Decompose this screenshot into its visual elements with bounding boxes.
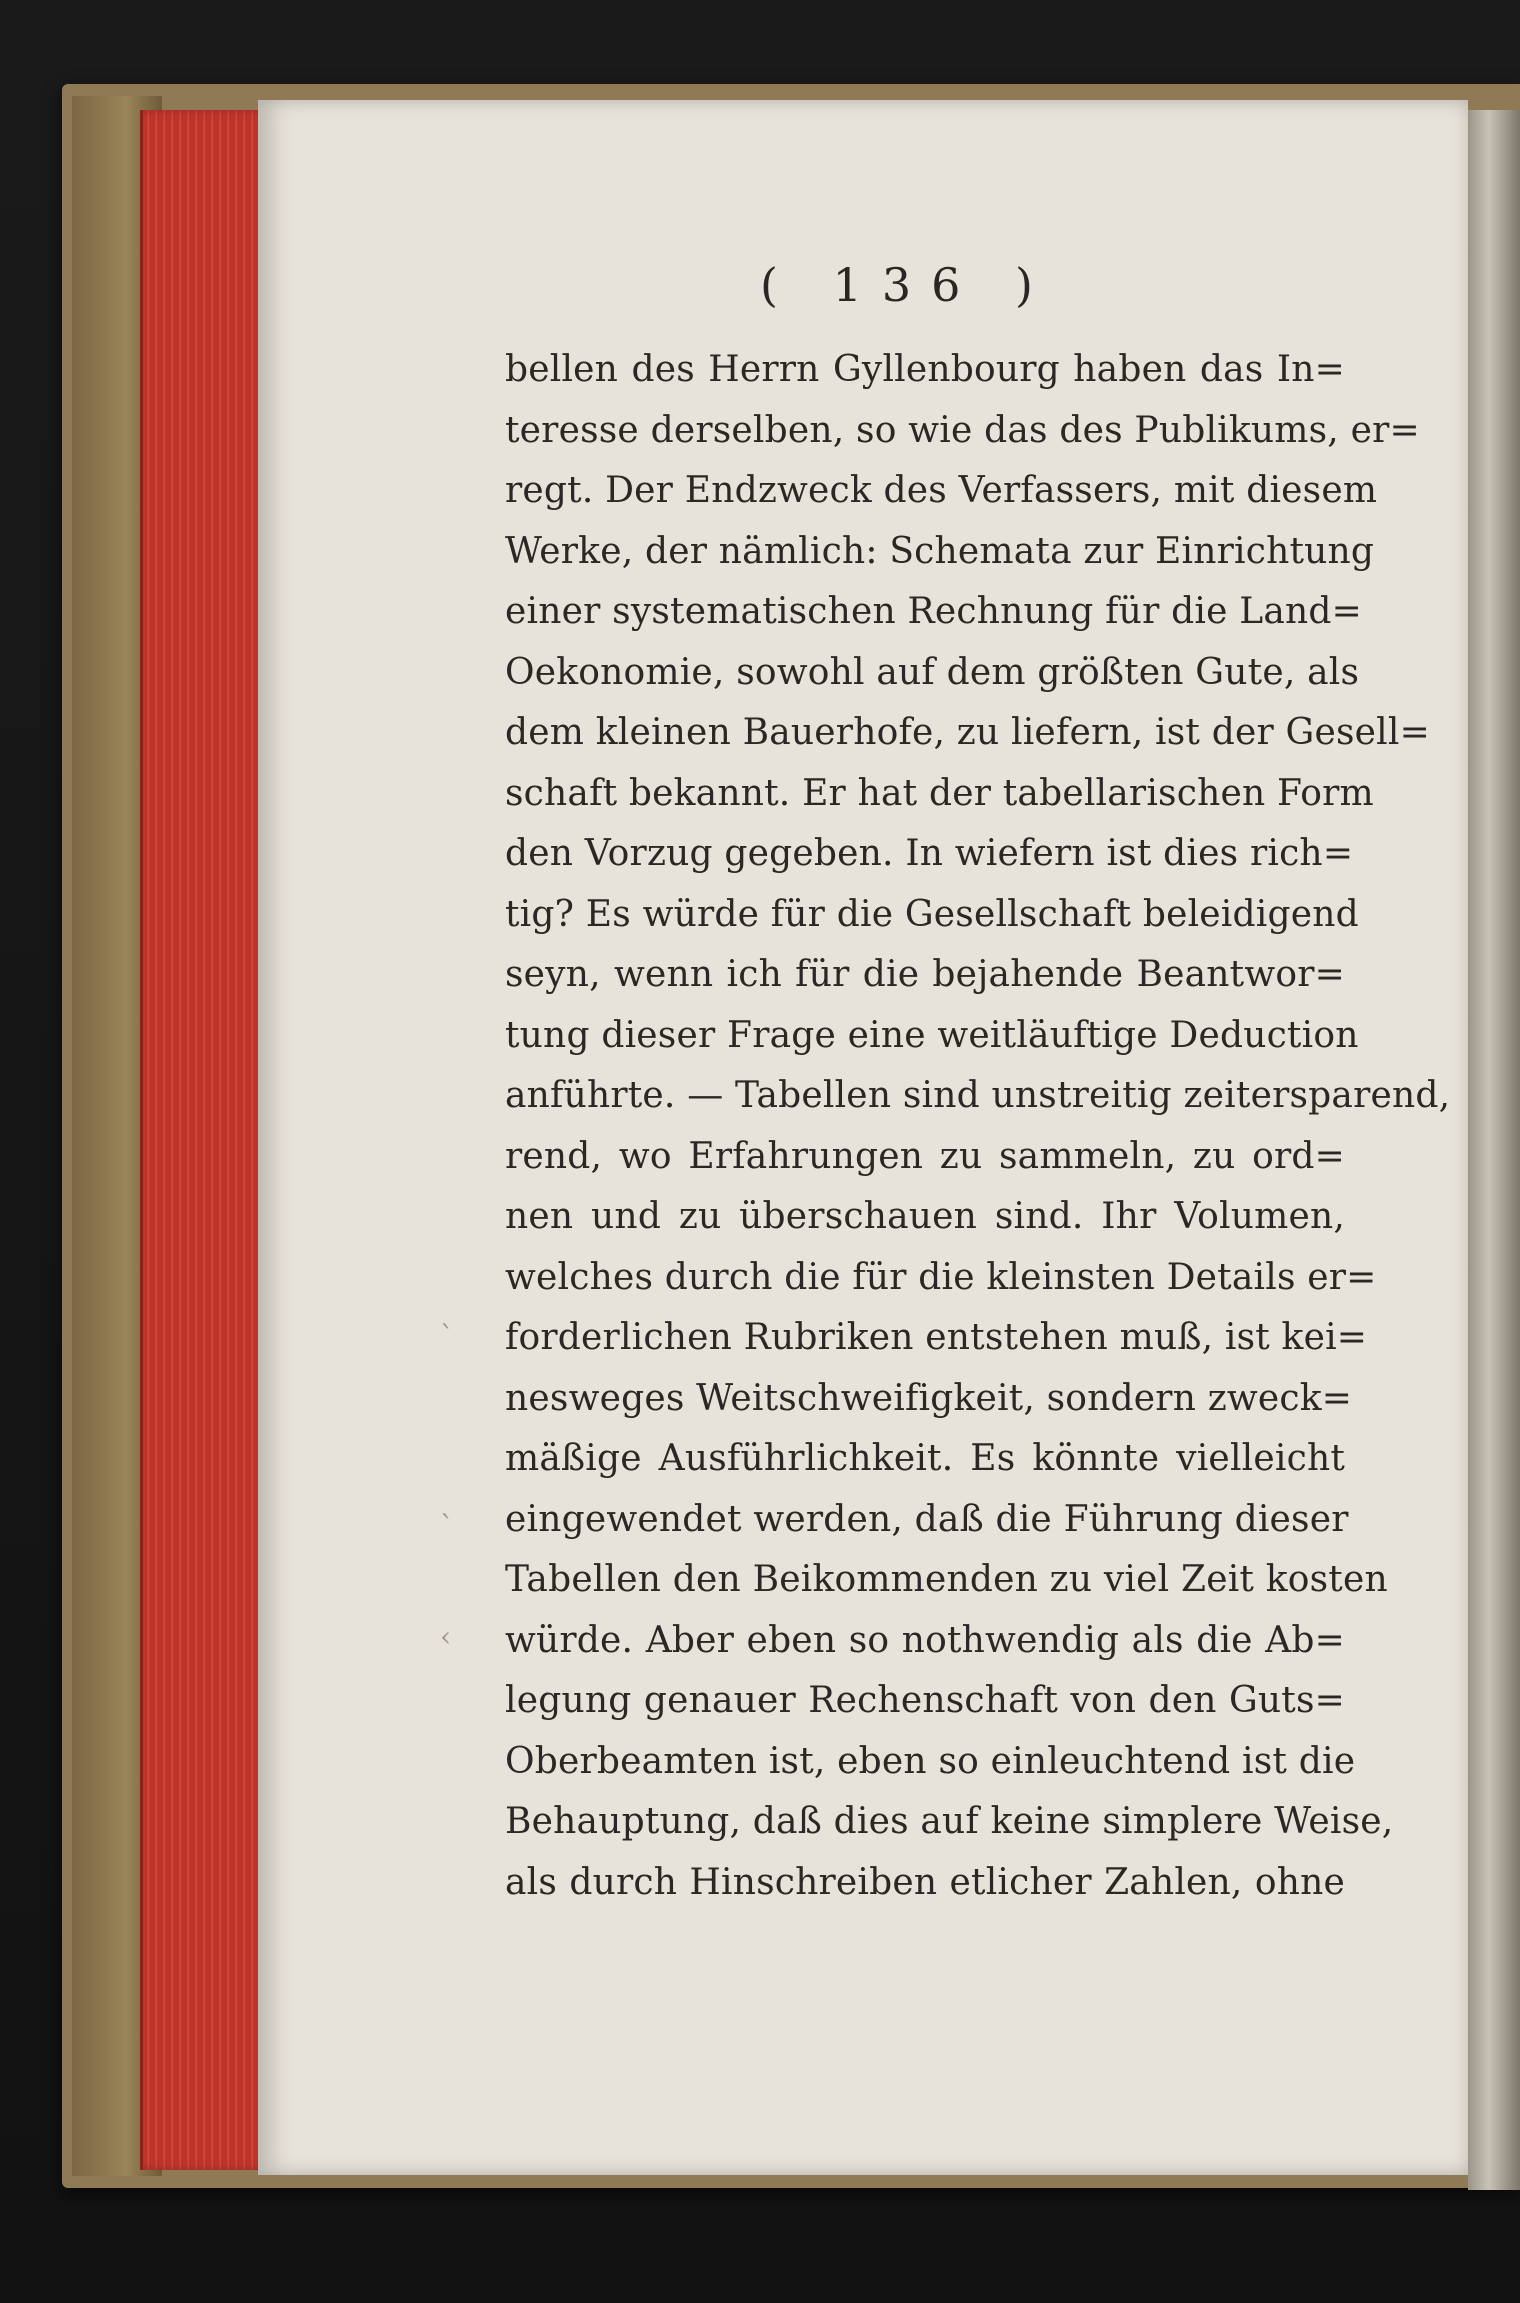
page-stack-right — [1468, 110, 1520, 2190]
text-line: legung genauer Rechenschaft von den Guts= — [505, 1680, 1345, 1721]
red-page-edges — [140, 110, 275, 2170]
text-line: seyn, wenn ich für die bejahende Beantwor= — [505, 954, 1345, 995]
text-line: welches durch die für die kleinsten Details er= — [505, 1256, 1377, 1298]
text-line: tig? Es würde für die Gesellschaft beleidigend — [505, 893, 1359, 935]
text-line: Oberbeamten ist, eben so einleuchtend ist die — [505, 1740, 1356, 1782]
text-line: regt. Der Endzweck des Verfassers, mit diesem — [505, 470, 1378, 511]
text-line: Oekonomie, sowohl auf dem größten Gute, als — [505, 651, 1360, 693]
text-line: dem kleinen Bauerhofe, zu liefern, ist der Gesell= — [505, 712, 1430, 753]
text-line: einer systematischen Rechnung für die Land= — [505, 591, 1362, 632]
margin-mark: ˋ — [440, 1510, 454, 1543]
text-line: als durch Hinschreiben etlicher Zahlen, ohne — [505, 1861, 1345, 1903]
text-line: tung dieser Frage eine weitläuftige Deduction — [505, 1014, 1359, 1056]
text-line: Werke, der nämlich: Schemata zur Einrichtung — [505, 530, 1375, 572]
page-number: ( 136 ) — [760, 258, 1053, 312]
text-line: nesweges Weitschweifigkeit, sondern zweck= — [505, 1377, 1353, 1419]
text-line: bellen des Herrn Gyllenbourg haben das In= — [505, 349, 1345, 390]
text-line: würde. Aber eben so nothwendig als die Ab= — [505, 1619, 1345, 1661]
text-line: den Vorzug gegeben. In wiefern ist dies rich= — [505, 833, 1354, 874]
text-line: schaft bekannt. Er hat der tabellarischen Form — [505, 772, 1374, 814]
text-line: eingewendet werden, daß die Führung dieser — [505, 1498, 1349, 1540]
body-text — [505, 340, 1451, 1913]
text-line: anführte. — Tabellen sind unstreitig zeitersparend, — [505, 1075, 1451, 1116]
text-line: teresse derselben, so wie das des Publikums, er= — [505, 409, 1420, 451]
text-line: Behauptung, daß dies auf keine simplere Weise, — [505, 1801, 1394, 1842]
margin-mark: ‹ — [440, 1620, 452, 1653]
text-line: nen und zu überschauen sind. Ihr Volumen, — [505, 1196, 1345, 1237]
text-line: mäßige Ausführlichkeit. Es könnte vielleicht — [505, 1438, 1345, 1479]
text-line: rend, wo Erfahrungen zu sammeln, zu ord= — [505, 1135, 1345, 1177]
margin-mark: ˋ — [440, 1320, 454, 1353]
text-line: Tabellen den Beikommenden zu viel Zeit kosten — [505, 1559, 1388, 1600]
text-line: forderlichen Rubriken entstehen muß, ist kei= — [505, 1317, 1368, 1358]
